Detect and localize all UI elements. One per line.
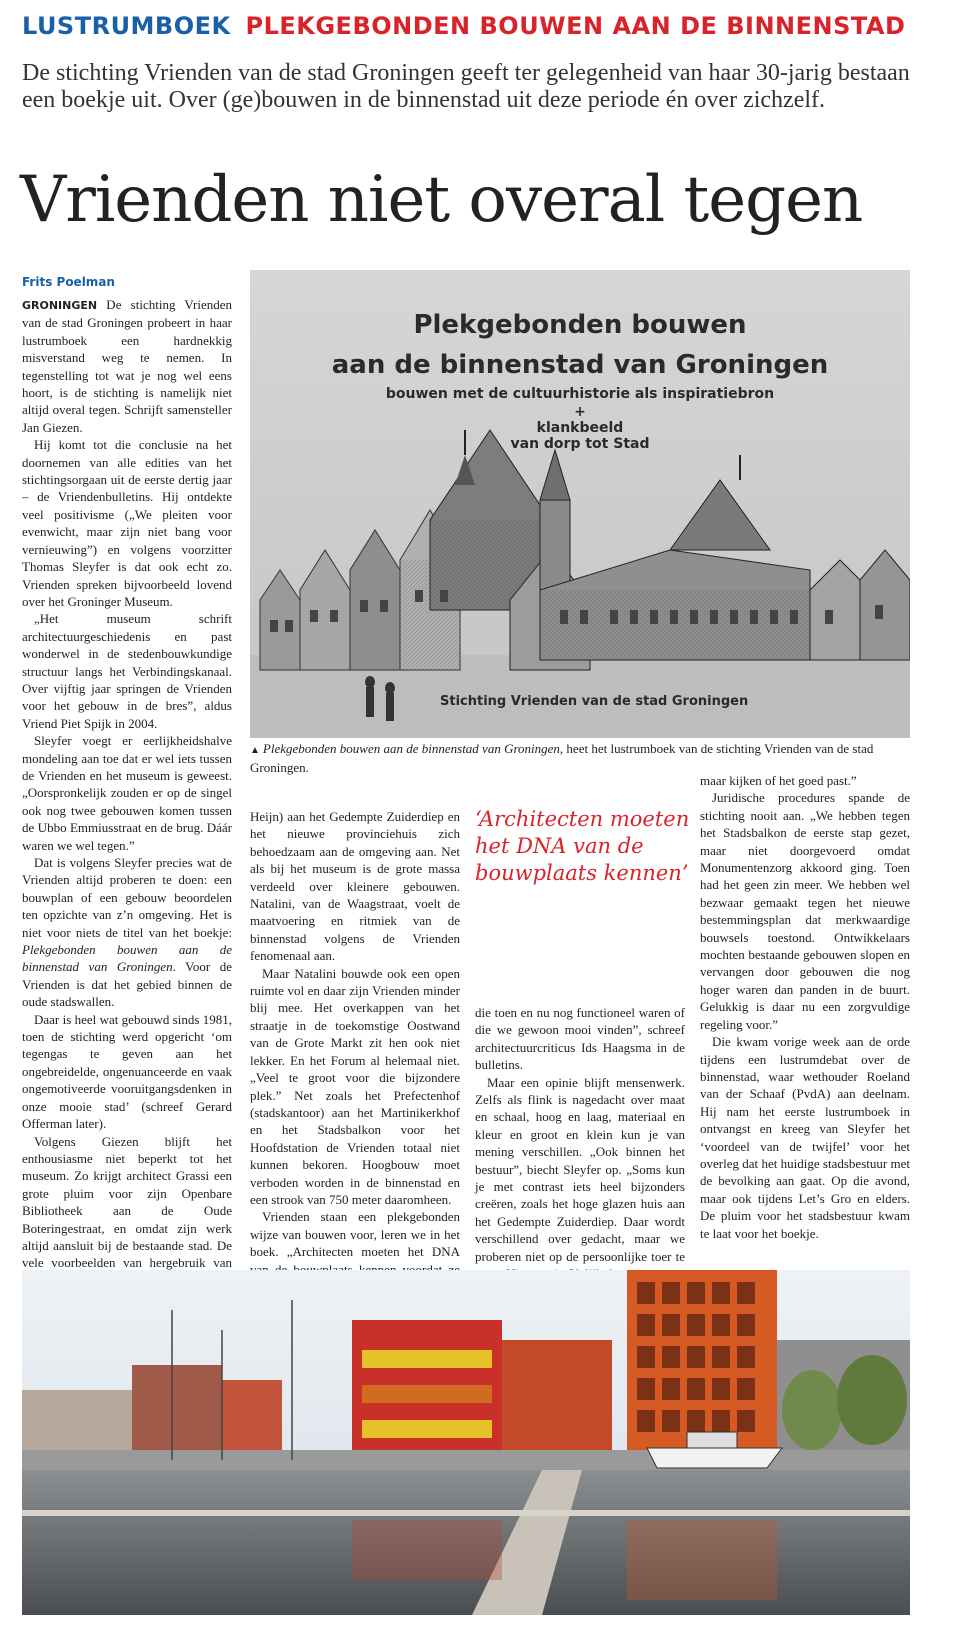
harbour-photo xyxy=(22,1270,910,1615)
paragraph: Maar een opinie blijft mensenwerk. Zelfs als flink is nagedacht over maat en schaal, hoog en laag, materiaal en kleur en groot en klein kun je van mening verschillen. „Ook binnen het bestuur”, biecht Sleyfer op. „Soms kun je met contrast iets heel bijzonders creëren, zoals het hoge glazen huis aan het Gedempte Zuiderdiep. Daar wordt verschillend over gedacht, maar we proberen niet op de persoonlijke toer te xyxy=(475,1074,685,1264)
kicker-topic: PLEKGEBONDEN BOUWEN AAN DE BINNENSTAD xyxy=(245,12,906,40)
headline: Vrienden niet overal tegen xyxy=(20,163,863,237)
paragraph: „Het museum schrift architectuurgeschiedenis en past wonderwel in de stedenbouwkundige structuur langs het Verbindingskanaal. Over vijftig jaar springen de Vrienden voor het gebouw in de bres”, aldus Vriend Piet Spijk in 2004. xyxy=(22,611,232,731)
caption-text: , heet het lustrumboek van de stichting Vrienden van de stad Groningen. xyxy=(250,741,874,775)
paragraph: Heijn) aan het Gedempte Zuiderdiep en het nieuwe provinciehuis zich behoedzaam aan de omgeving aan. Net als bij het museum is de grote massa verdeeld over kleinere gebouwen. Natalini, van de Waagstraat, voelt de maatvoering en ritmiek van de binnenstad volgens de Vrienden fenomenaal aan. xyxy=(250,809,460,964)
paragraph-part: Dat is volgens Sleyfer precies wat de Vrienden altijd proberen te doen: een bouwplan of een gebouw beoordelen ten opzichte van z’n omgeving. Het is niet voor niets de titel van het boekje: xyxy=(22,855,232,940)
article-column-2 xyxy=(250,808,460,1296)
paragraph xyxy=(22,854,232,1011)
book-title-line1: Plekgebonden bouwen xyxy=(413,310,747,340)
book-cover-image xyxy=(250,270,910,738)
article-column-3 xyxy=(475,1004,685,1296)
book-extra-line1: klankbeeld xyxy=(536,420,624,436)
paragraph: Maar Natalini bouwde ook een open ruimte vol en daar zijn Vrienden minder blij mee. Het overkappen van het straatje in de toekomstige Oostwand van de Grote Markt zit hen ook niet lekker. En het Forum al helemaal niet. „Veel te groot voor die bijzondere plek.” Net zoals het Prefectenhof (stadskantoor) aan het Martinikerkhof en het Stadsbalkon voor het Hoofdstation de Vrienden totaal niet kunnen bekoren. Hoogbouw moet verboden worden in de binnenstad en een strook van 750 meter daaromheen. xyxy=(250,965,460,1207)
section-kicker xyxy=(22,12,905,40)
paragraph: maar kijken of het goed past.” xyxy=(700,773,857,788)
paragraph: Sleyfer voegt er eerlijkheidshalve mondeling aan toe dat er wel iets tussen de Vrienden en het museum is geweest. „Oorspronkelijk zouden er op de singel ook nog twee gebouwen komen tussen de Ubbo Emmiusstraat en de brug. Dáár waren we wel tegen.” xyxy=(22,733,232,853)
caption-title: Plekgebonden bouwen aan de binnenstad van Groningen xyxy=(262,741,560,756)
book-publisher: Stichting Vrienden van de stad Groningen xyxy=(440,694,749,709)
intro-text: De stichting Vrienden van de stad Groningen geeft ter gelegenheid van haar 30-jarig bestaan een boekje uit. Over (ge)bouwen in de binnenstad uit deze periode én over zichzelf. xyxy=(22,60,910,113)
paragraph: De stichting Vrienden van de stad Groningen probeert in haar lustrumboek een hardnekkig misverstand weg te nemen. In tegenstelling tot wat je nog wel eens hoort, is de stichting is namelijk niet altijd overal tegen. Schrijft samensteller Jan Giezen. xyxy=(22,297,232,435)
paragraph: Hij komt tot die conclusie na het doornemen van alle edities van het stichtingsorgaan uit de eerste dertig jaar – de Vriendenbulletins. Hij ontdekte veel positivisme („We pleiten voor evenwicht, maar zijn niet bang voor vernieuwing”) en volgens voorzitter Thomas Sleyfer is dat ook echt zo. Vrienden spreken bijvoorbeeld lovend over het Groninger Museum. xyxy=(22,437,232,609)
paragraph: Juridische procedures spande de stichting nooit aan. „We hebben tegen het Stadsbalkon de eerste stap gezet, maar niet doorgevoerd omdat Monumentenzorg akkoord ging. Toen had het geen zin meer. We hebben wel bezwaar gemaakt tegen het nieuwe bestemmingsplan dat merkwaardige bouwsels toestond. Ontwikkelaars mochten bestaande gebouwen slopen en vervangen door gebouwen die nog hoger waren dan panden in de buurt. Gelukkig is daar nu een zorgvuldige regeling voor.” xyxy=(700,790,910,1032)
kicker-section: LUSTRUMBOEK xyxy=(22,12,231,40)
book-subtitle: bouwen met de cultuurhistorie als inspiratiebron xyxy=(385,386,775,402)
book-title-italic: Plekgebonden bouwen aan de binnenstad van Groningen xyxy=(22,942,232,975)
paragraph: Vrienden staan een plekgebonden wijze van bouwen voor, leren we in het boek. „Architecten moeten het DNA xyxy=(250,1209,460,1260)
book-title-line2: aan de binnenstad van Groningen xyxy=(331,350,829,380)
paragraph: Daar is heel wat gebouwd sinds 1981, toen de stichting werd opgericht ‘om tegengas te geven aan het ongebreidelde, ongenuanceerde en vaak ongemotiveerde vooruitgangsdenken in onze mooie stad’ (schreef Gerard Offerman later). xyxy=(22,1011,232,1132)
dateline: GRONINGEN xyxy=(22,299,98,312)
book-cover-drawing xyxy=(250,270,910,738)
article-column-4 xyxy=(700,772,910,1252)
paragraph: Die kwam vorige week aan de orde tijdens een lustrumdebat over de binnenstad, waar wethouder Roeland van der Schaaf (PvdA) aan deelnam. Hij nam het eerste lustrumboek in ontvangst en kreeg van Sleyfer het ‘voordeel van de twijfel’ voor het overleg dat het huidige stadsbestuur met de bevolking aan gaat. Op die avond, maar ook tijdens Let’s Gro en elders. De pluim voor het stadsbestuur kwam te laat voor het boekje. xyxy=(700,1034,910,1241)
article-column-1 xyxy=(22,296,232,1296)
harbour-drawing xyxy=(22,1270,910,1615)
paragraph-part: . Voor de Vrienden is dat het gebied binnen de oude stadswallen. xyxy=(22,959,232,1010)
pull-quote: ‘Architecten moeten het DNA van de bouwplaats kennen’ xyxy=(475,807,690,885)
paragraph: die toen en nu nog functioneel waren of die we gewoon mooi vinden”, schreef architectuurcriticus Ids Haagsma in de bulletins. xyxy=(475,1005,685,1073)
book-plus: + xyxy=(574,404,586,420)
caption-triangle-icon: ▲ xyxy=(250,745,260,756)
paragraph: Volgens Giezen blijft het enthousiasme niet beperkt tot het museum. Zo krijgt architect Grassi een grote pluim voor zijn Openbare Bibliotheek aan de Oude Boteringestraat, en omdat zijn werk altijd aansluit bij de bestaande stad. De vele voorbeelden van hergebruik van xyxy=(22,1133,232,1271)
image-caption xyxy=(250,740,910,776)
byline: Frits Poelman xyxy=(22,275,115,289)
book-extra-line2: van dorp tot Stad xyxy=(510,436,650,452)
